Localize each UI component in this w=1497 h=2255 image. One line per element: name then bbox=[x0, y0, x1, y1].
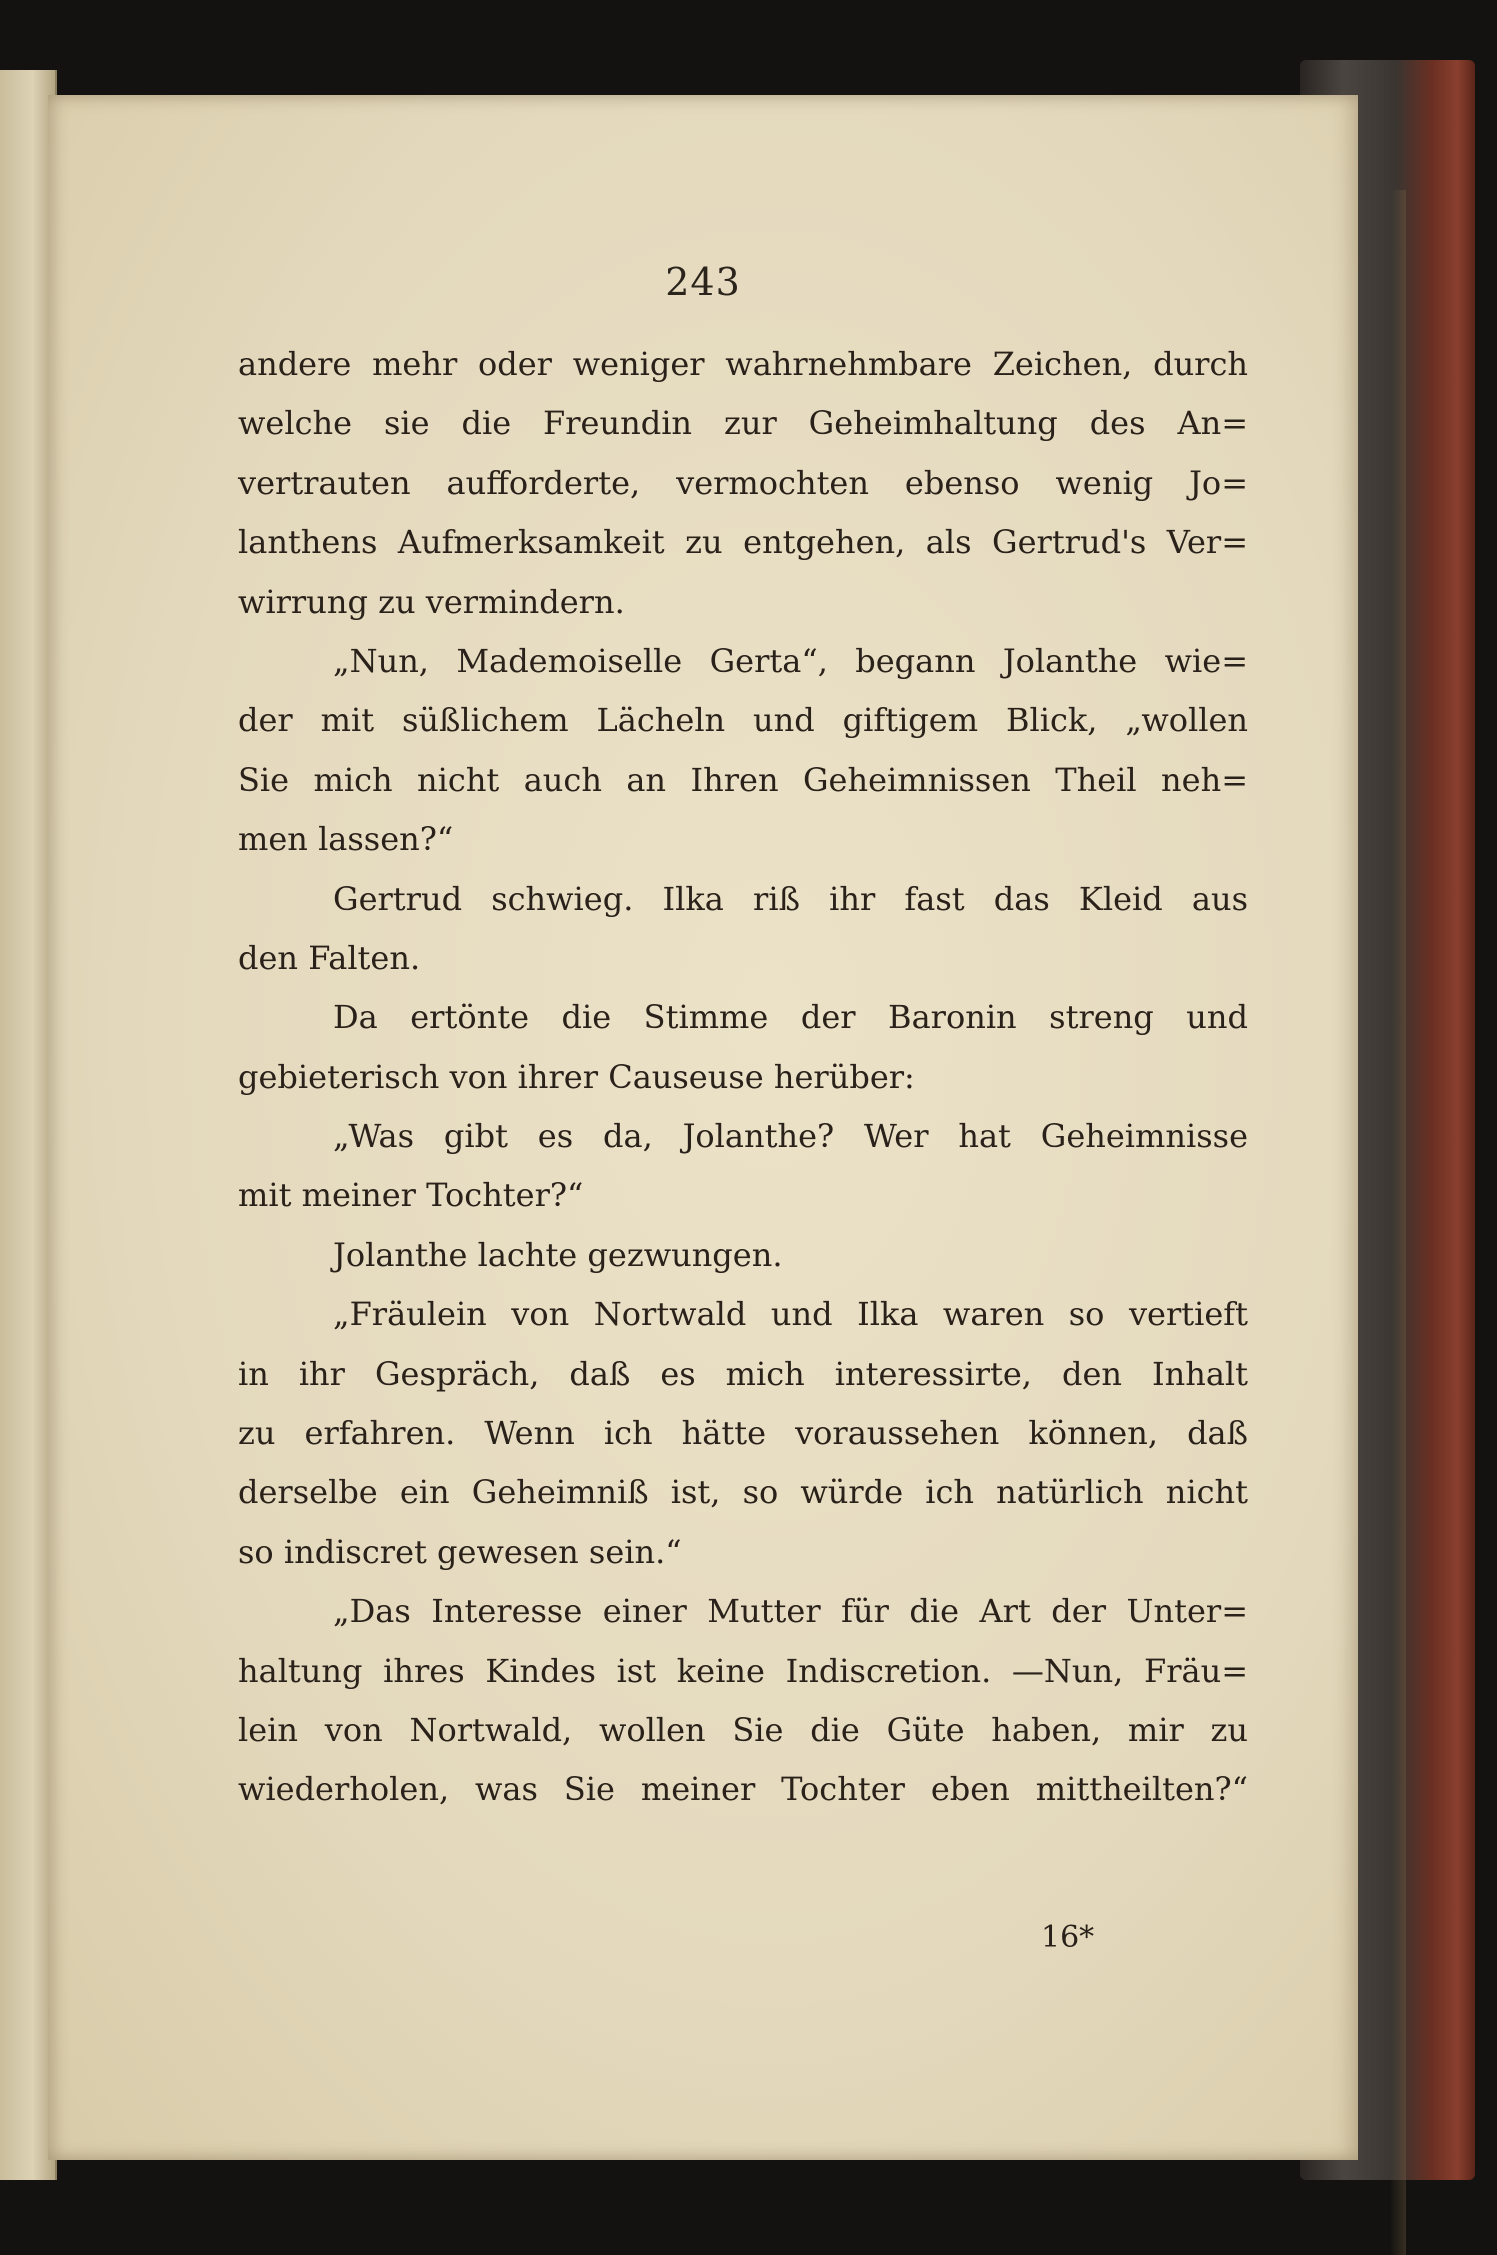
text-line-content: lein von Nortwald, wollen Sie die Güte haben, mir zu bbox=[238, 1710, 1248, 1749]
text-line-content: Da ertönte die Stimme der Baronin streng und bbox=[333, 998, 1248, 1037]
text-line-content: in ihr Gespräch, daß es mich interessirte, den Inhalt bbox=[238, 1354, 1248, 1393]
text-line bbox=[238, 870, 1248, 929]
text-line bbox=[238, 394, 1248, 453]
text-line-content: welche sie die Freundin zur Geheimhaltung des An= bbox=[238, 404, 1248, 443]
text-line-content: haltung ihres Kindes ist keine Indiscretion. —Nun, Fräu= bbox=[238, 1651, 1248, 1690]
text-line-content: „Was gibt es da, Jolanthe? Wer hat Geheimnisse bbox=[333, 1117, 1248, 1156]
text-line bbox=[238, 1226, 1248, 1285]
text-line-content: wirrung zu vermindern. bbox=[238, 582, 625, 621]
text-line bbox=[238, 988, 1248, 1047]
text-line-content: zu erfahren. Wenn ich hätte voraussehen können, daß bbox=[238, 1414, 1248, 1453]
text-line-content: andere mehr oder weniger wahrnehmbare Zeichen, durch bbox=[238, 345, 1248, 383]
text-line-content: Jolanthe lachte gezwungen. bbox=[333, 1235, 783, 1274]
text-line-content: wiederholen, was Sie meiner Tochter eben mittheilten?“ bbox=[238, 1770, 1248, 1809]
text-line bbox=[238, 1404, 1248, 1463]
signature-mark: 16* bbox=[1041, 1920, 1095, 1955]
text-line-content: mit meiner Tochter?“ bbox=[238, 1176, 584, 1215]
text-line bbox=[238, 1285, 1248, 1344]
text-line bbox=[238, 1760, 1248, 1819]
page-edge-shadow bbox=[1390, 190, 1406, 2255]
text-line bbox=[238, 929, 1248, 988]
text-line-content: „Nun, Mademoiselle Gerta“, begann Jolanthe wie= bbox=[333, 641, 1248, 680]
text-line-content: „Fräulein von Nortwald und Ilka waren so vertieft bbox=[333, 1295, 1248, 1334]
text-line bbox=[238, 751, 1248, 810]
text-line bbox=[238, 1107, 1248, 1166]
text-line bbox=[238, 632, 1248, 691]
text-line bbox=[238, 513, 1248, 572]
text-line bbox=[238, 1048, 1248, 1107]
text-line-content: so indiscret gewesen sein.“ bbox=[238, 1532, 682, 1571]
text-line-content: Gertrud schwieg. Ilka riß ihr fast das Kleid aus bbox=[333, 879, 1248, 918]
text-line-content: der mit süßlichem Lächeln und giftigem Blick, „wollen bbox=[238, 701, 1248, 740]
page-number: 243 bbox=[665, 260, 741, 304]
text-line bbox=[238, 1701, 1248, 1760]
book-page bbox=[48, 95, 1358, 2160]
text-line bbox=[238, 1345, 1248, 1404]
text-line bbox=[238, 1642, 1248, 1701]
text-line bbox=[238, 1463, 1248, 1522]
text-line-content: men lassen?“ bbox=[238, 820, 454, 859]
text-line-content: Sie mich nicht auch an Ihren Geheimnissen Theil neh= bbox=[238, 760, 1248, 799]
text-line bbox=[238, 810, 1248, 869]
text-line bbox=[238, 1166, 1248, 1225]
text-line bbox=[238, 691, 1248, 750]
text-line bbox=[238, 1582, 1248, 1641]
body-text bbox=[238, 335, 1248, 1820]
text-line bbox=[238, 573, 1248, 632]
text-line-content: „Das Interesse einer Mutter für die Art der Unter= bbox=[333, 1592, 1248, 1631]
text-line-content: vertrauten aufforderte, vermochten ebenso wenig Jo= bbox=[238, 463, 1248, 502]
text-line-content: gebieterisch von ihrer Causeuse herüber: bbox=[238, 1057, 915, 1096]
text-line bbox=[238, 1523, 1248, 1582]
text-line-content: derselbe ein Geheimniß ist, so würde ich natürlich nicht bbox=[238, 1473, 1248, 1512]
text-line bbox=[238, 454, 1248, 513]
text-line bbox=[238, 335, 1248, 394]
text-line-content: lanthens Aufmerksamkeit zu entgehen, als Gertrud's Ver= bbox=[238, 523, 1248, 562]
text-line-content: den Falten. bbox=[238, 938, 421, 977]
